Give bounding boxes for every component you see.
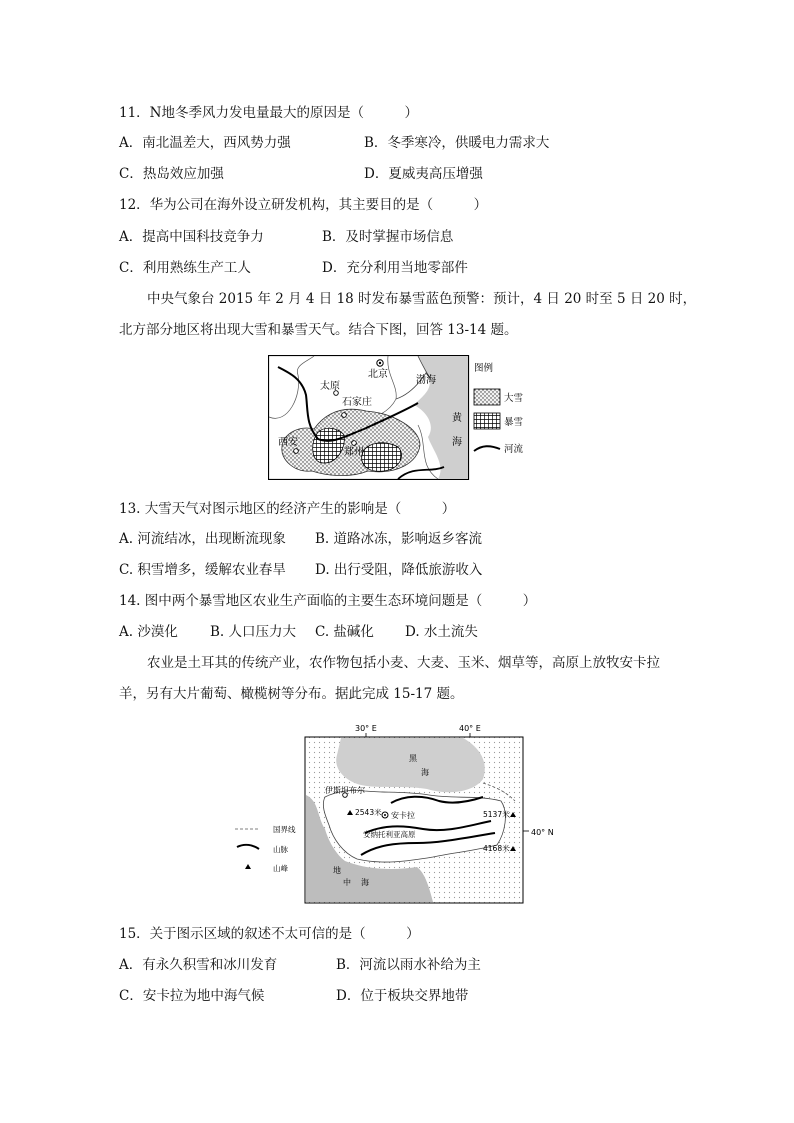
city-xian: 西安 (278, 437, 298, 448)
lon-40e: 40° E (459, 724, 481, 733)
turkey-map (233, 721, 558, 906)
sea-med-1: 地 (333, 866, 341, 875)
peak-2543: 2543米 (355, 808, 382, 817)
option-11b: B．冬季寒冷，供暖电力需求大 (364, 135, 550, 151)
question-15-stem: 15．关于图示区域的叙述不太可信的是（ ） (119, 926, 420, 942)
option-12b: B．及时掌握市场信息 (322, 229, 454, 245)
city-istanbul: 伊斯坦布尔 (325, 786, 365, 795)
sea-med-2: 中 (343, 878, 351, 887)
passage-2-line-2: 羊，另有大片葡萄、橄榄树等分布。据此完成 15-17 题。 (119, 686, 464, 702)
option-13a: A. 河流结冰，出现断流现象 (119, 531, 286, 547)
option-14c: C. 盐碱化 (315, 624, 374, 640)
legend-peak: 山峰 (273, 864, 288, 873)
passage-1-line-1: 中央气象台 2015 年 2 月 4 日 18 时发布暴雪蓝色预警：预计，4 日 20 时至 5 日 20 时， (147, 291, 697, 307)
legend-river: 河流 (504, 444, 524, 455)
option-13b: B. 道路冰冻，影响返乡客流 (315, 531, 483, 547)
option-13d: D. 出行受阻，降低旅游收入 (315, 562, 483, 578)
city-shijiazhuang: 石家庄 (342, 397, 372, 408)
option-15c: C．安卡拉为地中海气候 (119, 988, 265, 1004)
question-12-stem: 12．华为公司在海外设立研发机构，其主要目的是（ ） (119, 197, 488, 213)
lon-30e: 30° E (355, 724, 377, 733)
option-11c: C．热岛效应加强 (119, 166, 224, 182)
legend-border: 国界线 (273, 825, 296, 834)
snow-forecast-map (268, 355, 539, 480)
passage-1-line-2: 北方部分地区将出现大雪和暴雪天气。结合下图，回答 13-14 题。 (119, 322, 518, 338)
option-14b: B. 人口压力大 (210, 624, 297, 640)
sea-black-2: 海 (421, 768, 429, 777)
black-sea (336, 738, 485, 792)
sea-huang: 黄 (452, 413, 462, 424)
legend-mountains: 山脉 (273, 845, 288, 854)
city-zhengzhou: 郑州 (344, 447, 364, 458)
lat-40n: 40° N (531, 828, 554, 837)
option-11d: D．夏威夷高压增强 (364, 166, 483, 182)
city-ankara: 安卡拉 (391, 811, 415, 820)
question-11-stem: 11．N地冬季风力发电量最大的原因是（ ） (119, 105, 418, 121)
sea-bohai: 渤海 (416, 375, 436, 386)
option-15d: D．位于板块交界地带 (336, 988, 469, 1004)
sea-black-1: 黑 (409, 754, 417, 763)
option-13c: C. 积雪增多，缓解农业春旱 (119, 562, 286, 578)
question-13-stem: 13. 大雪天气对图示地区的经济产生的影响是（ ） (119, 501, 456, 517)
option-12c: C．利用熟练生产工人 (119, 260, 251, 276)
blizzard-zone-east (362, 443, 402, 471)
anatolian-plateau: 安纳托利亚高原 (363, 830, 416, 839)
passage-2-line-1: 农业是土耳其的传统产业，农作物包括小麦、大麦、玉米、烟草等，高原上放牧安卡拉 (147, 655, 660, 671)
legend-heavy-snow: 大雪 (504, 393, 524, 404)
peak-4168: 4168米 (483, 844, 510, 853)
peak-5137: 5137米 (483, 810, 510, 819)
city-beijing: 北京 (368, 369, 388, 380)
sea-hai: 海 (452, 437, 462, 448)
option-12d: D．充分利用当地零部件 (322, 260, 468, 276)
option-14d: D. 水土流失 (405, 624, 478, 640)
option-15a: A．有永久积雪和冰川发育 (119, 957, 278, 973)
option-14a: A. 沙漠化 (119, 624, 178, 640)
sea-med-3: 海 (361, 878, 369, 887)
question-14-stem: 14. 图中两个暴雪地区农业生产面临的主要生态环境问题是（ ） (119, 593, 537, 609)
legend-blizzard: 暴雪 (504, 417, 524, 428)
city-taiyuan: 太原 (320, 381, 340, 392)
legend-title: 图例 (474, 363, 494, 374)
option-12a: A．提高中国科技竞争力 (119, 229, 264, 245)
option-11a: A．南北温差大，西风势力强 (119, 135, 291, 151)
option-15b: B．河流以雨水补给为主 (336, 957, 481, 973)
